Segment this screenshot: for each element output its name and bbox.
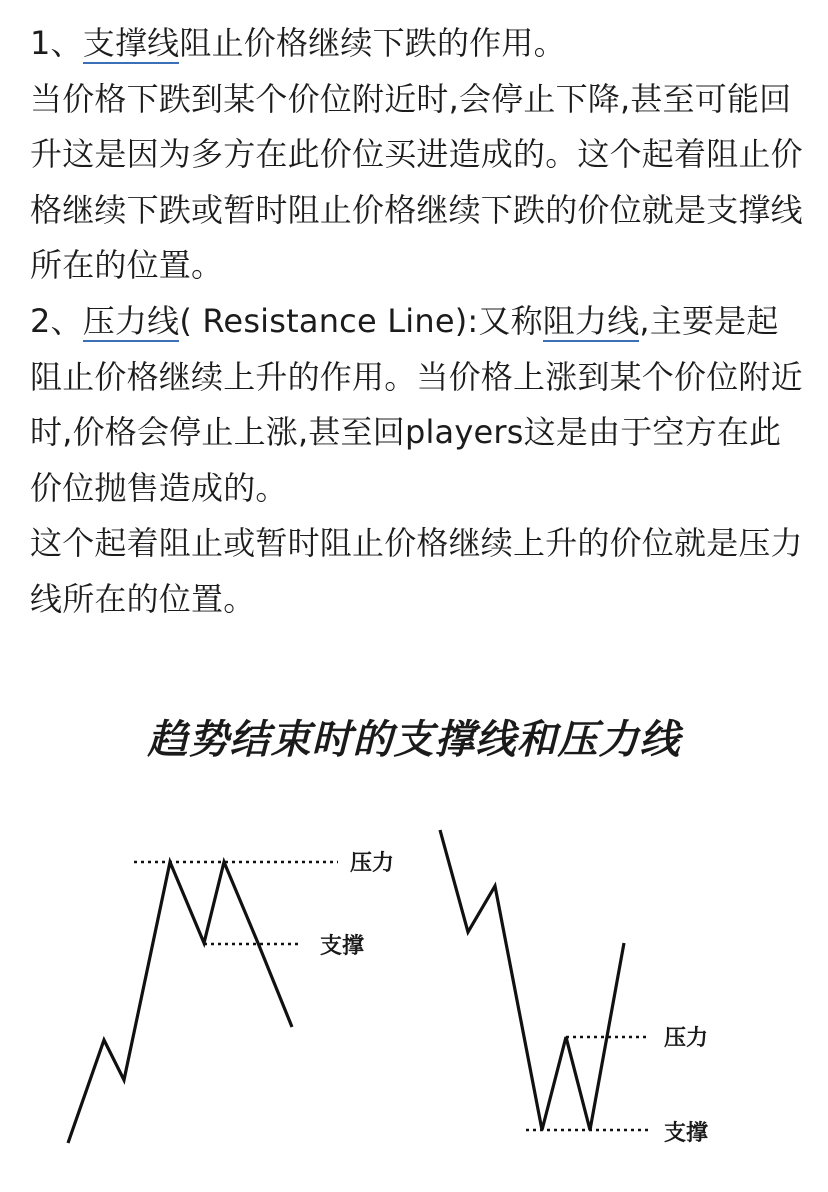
diagram-title: 趋势结束时的支撑线和压力线 [147,717,681,763]
resistance-line-link[interactable]: 压力线 [82,301,180,340]
article-body [30,16,810,628]
right-resistance-label: 压力 [664,1026,709,1051]
trend-diagram [0,690,828,1192]
left-support-label: 支撑 [320,934,365,959]
paragraph-resistance-summary [30,516,810,627]
paragraph-support-explanation [30,72,810,294]
right-support-label: 支撑 [664,1121,709,1146]
right-price-path [440,830,624,1130]
paragraph-resistance-explanation [30,294,810,516]
resistance-heading-number: 2、 [30,301,83,340]
resistance-explanation-text: ,主要是起阻止价格继续上升的作用。当价格上涨到某个价位附近时,价格会停止上涨,甚至回players这是由于空方在此价位抛售造成的。 [30,301,803,507]
paragraph-support-heading [30,16,810,72]
support-heading-number: 1、 [30,24,83,62]
support-line-link[interactable]: 支撑线 [82,24,180,62]
resistance-summary-text: 这个起着阻止或暂时阻止价格继续上升的价位就是压力线所在的位置。 [30,524,803,618]
support-heading-text: 阻止价格继续下跌的作用。 [179,24,566,62]
resistance-alias-link[interactable]: 阻力线 [542,301,640,340]
left-price-path [68,862,292,1143]
left-resistance-label: 压力 [350,851,395,876]
support-explanation-text: 当价格下跌到某个价位附近时,会停止下降,甚至可能回升这是因为多方在此价位买进造成的。这个起着阻止价格继续下跌或暂时阻止价格继续下跌的价位就是支撑线所在的位置。 [30,79,803,285]
resistance-english-text: ( Resistance Line):又称 [179,301,543,340]
diagram-canvas [0,690,828,1192]
